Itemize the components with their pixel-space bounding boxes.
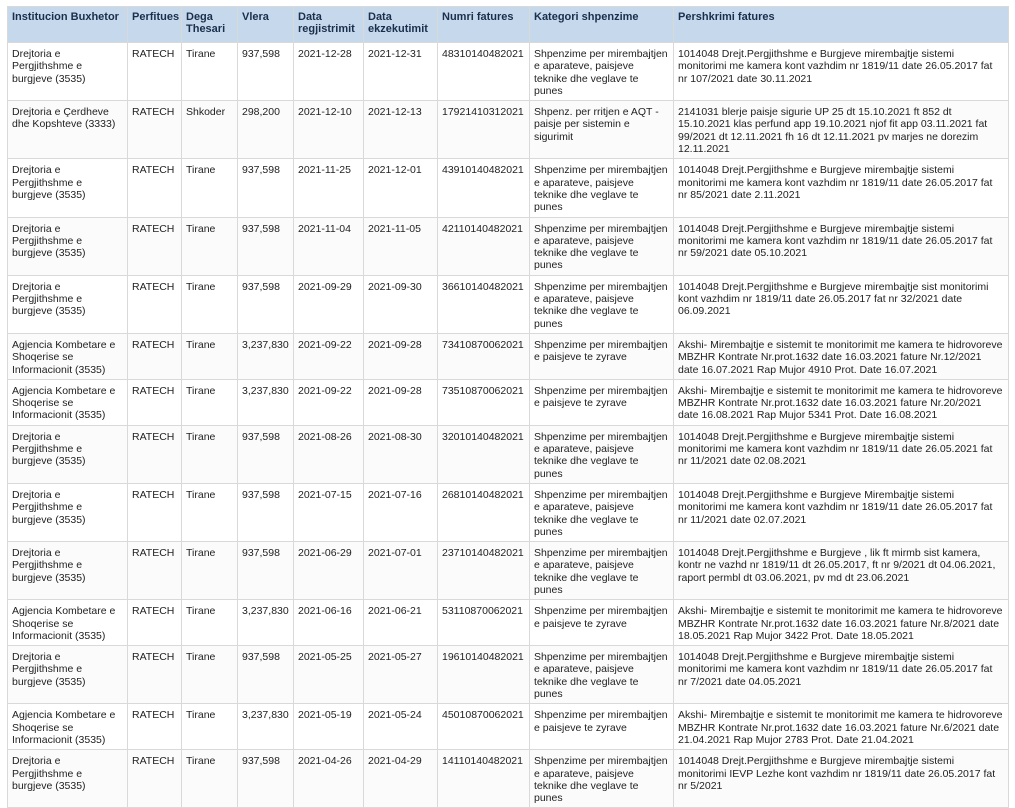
cell-perfitues: RATECH: [128, 425, 182, 483]
cell-perfitues: RATECH: [128, 750, 182, 808]
cell-pershkrimi: 1014048 Drejt.Pergjithshme e Burgjeve mirembajtje sistemi monitorimi me kamera kont vazhdim nr 1819/11 date 26.05.2021 fat nr 11/2021 date 02.08.2021: [674, 425, 1009, 483]
cell-institucion: Drejtoria e Pergjithshme e burgjeve (3535): [8, 750, 128, 808]
cell-perfitues: RATECH: [128, 333, 182, 379]
cell-kategori: Shpenzime per mirembajtjen e aparateve, paisjeve teknike dhe veglave te punes: [530, 542, 674, 600]
cell-numri-fatures: 42110140482021: [438, 217, 530, 275]
cell-perfitues: RATECH: [128, 379, 182, 425]
table-row: [8, 425, 1009, 483]
cell-kategori: Shpenzime per mirembajtjen e aparateve, paisjeve teknike dhe veglave te punes: [530, 43, 674, 101]
cell-data-ekzekutimit: 2021-08-30: [364, 425, 438, 483]
cell-data-regjistrimit: 2021-09-22: [294, 333, 364, 379]
cell-kategori: Shpenzime per mirembajtjen e paisjeve te zyrave: [530, 600, 674, 646]
table-row: [8, 704, 1009, 750]
cell-dega: Tirane: [182, 425, 238, 483]
cell-dega: Tirane: [182, 159, 238, 217]
cell-data-ekzekutimit: 2021-09-28: [364, 379, 438, 425]
cell-institucion: Drejtoria e Pergjithshme e burgjeve (3535): [8, 159, 128, 217]
cell-data-regjistrimit: 2021-09-29: [294, 275, 364, 333]
cell-vlera: 3,237,830: [238, 379, 294, 425]
cell-data-regjistrimit: 2021-09-22: [294, 379, 364, 425]
cell-data-regjistrimit: 2021-07-15: [294, 483, 364, 541]
invoices-table-container: [7, 6, 1008, 808]
cell-perfitues: RATECH: [128, 101, 182, 159]
header-pershkrimi[interactable]: Pershkrimi fatures: [674, 7, 1009, 43]
cell-data-ekzekutimit: 2021-05-24: [364, 704, 438, 750]
cell-dega: Tirane: [182, 483, 238, 541]
cell-numri-fatures: 17921410312021: [438, 101, 530, 159]
cell-institucion: Drejtoria e Pergjithshme e burgjeve (3535): [8, 483, 128, 541]
cell-vlera: 937,598: [238, 43, 294, 101]
cell-pershkrimi: Akshi- Mirembajtje e sistemit te monitorimit me kamera te hidrovoreve MBZHR Kontrate Nr.prot.1632 date 16.03.2021 fature Nr.20/2021 date 16.08.2021 Rap Mujor 5341 Prot. Date 16.08.2021: [674, 379, 1009, 425]
table-row: [8, 275, 1009, 333]
cell-dega: Tirane: [182, 750, 238, 808]
cell-pershkrimi: Akshi- Mirembajtje e sistemit te monitorimit me kamera te hidrovoreve MBZHR Kontrate Nr.prot.1632 date 16.03.2021 fature Nr.8/2021 date 18.05.2021 Rap Mujor 3422 Prot. Date 18.05.2021: [674, 600, 1009, 646]
cell-perfitues: RATECH: [128, 217, 182, 275]
cell-data-ekzekutimit: 2021-04-29: [364, 750, 438, 808]
cell-dega: Tirane: [182, 646, 238, 704]
cell-pershkrimi: 1014048 Drejt.Pergjithshme e Burgjeve , lik ft mirmb sist kamera, kontr ne vazhd nr 1819/11 dt 26.05.2017, ft nr 9/2021 dt 04.06.2021, raport permbl dt 03.06.2021, pv md dt 23.06.2021: [674, 542, 1009, 600]
cell-vlera: 298,200: [238, 101, 294, 159]
table-row: [8, 333, 1009, 379]
cell-vlera: 937,598: [238, 646, 294, 704]
cell-vlera: 937,598: [238, 542, 294, 600]
cell-institucion: Drejtoria e Çerdheve dhe Kopshteve (3333): [8, 101, 128, 159]
cell-institucion: Agjencia Kombetare e Shoqerise se Informacionit (3535): [8, 704, 128, 750]
cell-numri-fatures: 19610140482021: [438, 646, 530, 704]
cell-kategori: Shpenzime per mirembajtjen e paisjeve te zyrave: [530, 379, 674, 425]
cell-data-ekzekutimit: 2021-12-13: [364, 101, 438, 159]
cell-pershkrimi: 1014048 Drejt.Pergjithshme e Burgjeve mirembajtje sist monitorimi kont vazhdim nr 1819/11 date 26.05.2017 fat nr 32/2021 date 06.09.2021: [674, 275, 1009, 333]
cell-numri-fatures: 36610140482021: [438, 275, 530, 333]
cell-data-ekzekutimit: 2021-07-16: [364, 483, 438, 541]
cell-dega: Tirane: [182, 379, 238, 425]
cell-kategori: Shpenz. per rritjen e AQT - paisje per sistemin e sigurimit: [530, 101, 674, 159]
cell-numri-fatures: 73410870062021: [438, 333, 530, 379]
cell-dega: Shkoder: [182, 101, 238, 159]
cell-institucion: Drejtoria e Pergjithshme e burgjeve (3535): [8, 425, 128, 483]
cell-data-regjistrimit: 2021-05-25: [294, 646, 364, 704]
cell-dega: Tirane: [182, 275, 238, 333]
cell-data-ekzekutimit: 2021-12-31: [364, 43, 438, 101]
header-perfitues[interactable]: Perfitues: [128, 7, 182, 43]
cell-vlera: 3,237,830: [238, 600, 294, 646]
cell-vlera: 937,598: [238, 159, 294, 217]
cell-pershkrimi: 2141031 blerje paisje sigurie UP 25 dt 15.10.2021 ft 852 dt 15.10.2021 klas perfund app 19.10.2021 njof fit app 03.11.2021 fat 99/2021 dt 12.11.2021 fh 16 dt 12.11.2021 pv marjes ne dorezim 12.11.2021: [674, 101, 1009, 159]
cell-institucion: Drejtoria e Pergjithshme e burgjeve (3535): [8, 275, 128, 333]
cell-kategori: Shpenzime per mirembajtjen e aparateve, paisjeve teknike dhe veglave te punes: [530, 425, 674, 483]
cell-data-ekzekutimit: 2021-11-05: [364, 217, 438, 275]
cell-institucion: Agjencia Kombetare e Shoqerise se Informacionit (3535): [8, 379, 128, 425]
table-row: [8, 483, 1009, 541]
table-row: [8, 379, 1009, 425]
cell-numri-fatures: 43910140482021: [438, 159, 530, 217]
header-data-ekzekutimit[interactable]: Data ekzekutimit: [364, 7, 438, 43]
cell-pershkrimi: Akshi- Mirembajtje e sistemit te monitorimit me kamera te hidrovoreve MBZHR Kontrate Nr.prot.1632 date 16.03.2021 fature Nr.6/2021 date 21.04.2021 Rap Mujor 2783 Prot. Date 21.04.2021: [674, 704, 1009, 750]
invoices-table: [7, 6, 1009, 808]
cell-dega: Tirane: [182, 43, 238, 101]
cell-vlera: 937,598: [238, 483, 294, 541]
cell-dega: Tirane: [182, 333, 238, 379]
header-dega-thesari[interactable]: Dega Thesari: [182, 7, 238, 43]
cell-kategori: Shpenzime per mirembajtjen e aparateve, paisjeve teknike dhe veglave te punes: [530, 646, 674, 704]
cell-numri-fatures: 14110140482021: [438, 750, 530, 808]
cell-data-regjistrimit: 2021-12-10: [294, 101, 364, 159]
header-kategori[interactable]: Kategori shpenzime: [530, 7, 674, 43]
header-data-regjistrimit[interactable]: Data regjistrimit: [294, 7, 364, 43]
cell-numri-fatures: 53110870062021: [438, 600, 530, 646]
cell-data-regjistrimit: 2021-08-26: [294, 425, 364, 483]
cell-kategori: Shpenzime per mirembajtjen e aparateve, paisjeve teknike dhe veglave te punes: [530, 750, 674, 808]
cell-pershkrimi: 1014048 Drejt.Pergjithshme e Burgjeve Mirembajtje sistemi monitorimi me kamera kont vazhdim nr 1819/11 date 26.05.2017 fat nr 11/2021 date 02.07.2021: [674, 483, 1009, 541]
cell-perfitues: RATECH: [128, 646, 182, 704]
cell-dega: Tirane: [182, 217, 238, 275]
cell-data-regjistrimit: 2021-05-19: [294, 704, 364, 750]
cell-data-ekzekutimit: 2021-12-01: [364, 159, 438, 217]
cell-data-ekzekutimit: 2021-09-30: [364, 275, 438, 333]
cell-pershkrimi: Akshi- Mirembajtje e sistemit te monitorimit me kamera te hidrovoreve MBZHR Kontrate Nr.prot.1632 date 16.03.2021 fature Nr.12/2021 date 16.07.2021 Rap Mujor 4910 Prot. Date 16.07.2021: [674, 333, 1009, 379]
table-row: [8, 750, 1009, 808]
cell-numri-fatures: 32010140482021: [438, 425, 530, 483]
table-row: [8, 542, 1009, 600]
cell-numri-fatures: 23710140482021: [438, 542, 530, 600]
cell-perfitues: RATECH: [128, 483, 182, 541]
table-header-row: [8, 7, 1009, 43]
cell-pershkrimi: 1014048 Drejt.Pergjithshme e Burgjeve mirembajtje sistemi monitorimi me kamera kont vazhdim nr 1819/11 date 26.05.2017 fat nr 85/2021 date 2.11.2021: [674, 159, 1009, 217]
cell-dega: Tirane: [182, 704, 238, 750]
cell-numri-fatures: 48310140482021: [438, 43, 530, 101]
cell-vlera: 937,598: [238, 750, 294, 808]
cell-dega: Tirane: [182, 542, 238, 600]
cell-kategori: Shpenzime per mirembajtjen e aparateve, paisjeve teknike dhe veglave te punes: [530, 159, 674, 217]
cell-perfitues: RATECH: [128, 43, 182, 101]
table-row: [8, 217, 1009, 275]
cell-data-ekzekutimit: 2021-07-01: [364, 542, 438, 600]
cell-numri-fatures: 73510870062021: [438, 379, 530, 425]
cell-institucion: Drejtoria e Pergjithshme e burgjeve (3535): [8, 217, 128, 275]
header-numri-fatures[interactable]: Numri fatures: [438, 7, 530, 43]
cell-perfitues: RATECH: [128, 704, 182, 750]
cell-vlera: 3,237,830: [238, 333, 294, 379]
cell-vlera: 937,598: [238, 275, 294, 333]
cell-data-regjistrimit: 2021-12-28: [294, 43, 364, 101]
cell-institucion: Agjencia Kombetare e Shoqerise se Informacionit (3535): [8, 600, 128, 646]
cell-kategori: Shpenzime per mirembajtjen e paisjeve te zyrave: [530, 704, 674, 750]
table-row: [8, 159, 1009, 217]
table-row: [8, 101, 1009, 159]
cell-data-regjistrimit: 2021-11-25: [294, 159, 364, 217]
cell-kategori: Shpenzime per mirembajtjen e aparateve, paisjeve teknike dhe veglave te punes: [530, 275, 674, 333]
cell-data-regjistrimit: 2021-04-26: [294, 750, 364, 808]
cell-data-regjistrimit: 2021-11-04: [294, 217, 364, 275]
cell-perfitues: RATECH: [128, 159, 182, 217]
cell-institucion: Drejtoria e Pergjithshme e burgjeve (3535): [8, 542, 128, 600]
cell-perfitues: RATECH: [128, 600, 182, 646]
cell-institucion: Drejtoria e Pergjithshme e burgjeve (3535): [8, 646, 128, 704]
cell-numri-fatures: 26810140482021: [438, 483, 530, 541]
cell-institucion: Drejtoria e Pergjithshme e burgjeve (3535): [8, 43, 128, 101]
cell-vlera: 937,598: [238, 425, 294, 483]
cell-pershkrimi: 1014048 Drejt.Pergjithshme e Burgjeve mirembajtje sistemi monitorimi me kamera kont vazhdim nr 1819/11 date 26.05.2017 fat nr 107/2021 date 30.11.2021: [674, 43, 1009, 101]
cell-institucion: Agjencia Kombetare e Shoqerise se Informacionit (3535): [8, 333, 128, 379]
cell-kategori: Shpenzime per mirembajtjen e paisjeve te zyrave: [530, 333, 674, 379]
cell-pershkrimi: 1014048 Drejt.Pergjithshme e Burgjeve mirembajtje sistemi monitorimi IEVP Lezhe kont vazhdim nr 1819/11 date 26.05.2017 fat nr 5/2021: [674, 750, 1009, 808]
cell-perfitues: RATECH: [128, 275, 182, 333]
table-row: [8, 43, 1009, 101]
cell-kategori: Shpenzime per mirembajtjen e aparateve, paisjeve teknike dhe veglave te punes: [530, 483, 674, 541]
cell-vlera: 937,598: [238, 217, 294, 275]
cell-data-regjistrimit: 2021-06-29: [294, 542, 364, 600]
cell-numri-fatures: 45010870062021: [438, 704, 530, 750]
header-vlera[interactable]: Vlera: [238, 7, 294, 43]
cell-data-regjistrimit: 2021-06-16: [294, 600, 364, 646]
cell-data-ekzekutimit: 2021-05-27: [364, 646, 438, 704]
cell-vlera: 3,237,830: [238, 704, 294, 750]
header-institucion[interactable]: Institucion Buxhetor: [8, 7, 128, 43]
cell-kategori: Shpenzime per mirembajtjen e aparateve, paisjeve teknike dhe veglave te punes: [530, 217, 674, 275]
cell-data-ekzekutimit: 2021-06-21: [364, 600, 438, 646]
cell-dega: Tirane: [182, 600, 238, 646]
cell-data-ekzekutimit: 2021-09-28: [364, 333, 438, 379]
cell-pershkrimi: 1014048 Drejt.Pergjithshme e Burgjeve mirembajtje sistemi monitorimi me kamera kont vazhdim nr 1819/11 date 26.05.2017 fat nr 59/2021 date 05.10.2021: [674, 217, 1009, 275]
cell-pershkrimi: 1014048 Drejt.Pergjithshme e Burgjeve mirembajtje sistemi monitorimi me kamera kont vazhdim nr 1819/11 date 26.05.2017 fat nr 7/2021 date 04.05.2021: [674, 646, 1009, 704]
table-row: [8, 600, 1009, 646]
cell-perfitues: RATECH: [128, 542, 182, 600]
table-row: [8, 646, 1009, 704]
